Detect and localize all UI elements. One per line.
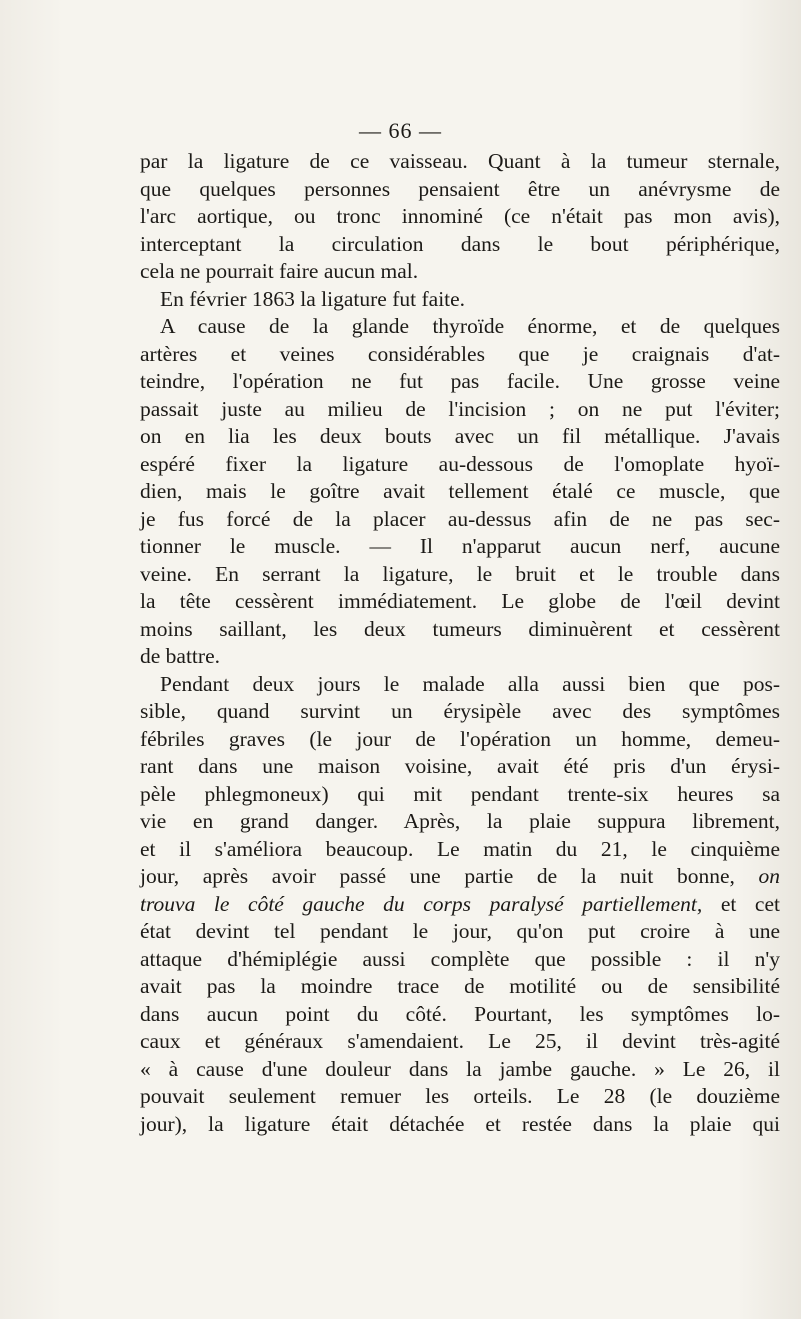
text-line: sible, quand survint un érysipèle avec des symptômes bbox=[140, 699, 780, 723]
text-line: moins saillant, les deux tumeurs diminuèrent et cessèrent bbox=[140, 616, 780, 641]
text-line: de battre. bbox=[140, 644, 220, 668]
text-segment: et cet bbox=[720, 891, 780, 916]
italic-segment: on bbox=[758, 864, 780, 888]
page-number: — 66 — bbox=[359, 118, 442, 143]
text-line: interceptant la circulation dans le bout périphérique, bbox=[140, 231, 780, 256]
text-line: caux et généraux s'amendaient. Le 25, il devint très-agité bbox=[140, 1029, 780, 1053]
text-line: pouvait seulement remuer les orteils. Le 28 (le douzième bbox=[140, 1084, 780, 1108]
text-line: Pendant deux jours le malade alla aussi bien que pos- bbox=[160, 671, 780, 696]
text-line: par la ligature de ce vaisseau. Quant à la tumeur sternale, bbox=[140, 149, 780, 173]
text-line: « à cause d'une douleur dans la jambe gauche. » Le 26, il bbox=[140, 1056, 780, 1081]
text-line bbox=[140, 863, 780, 891]
italic-segment: trouva le côté gauche du corps paralysé partiellement, bbox=[140, 891, 703, 916]
text-line: tionner le muscle. — Il n'apparut aucun nerf, aucune bbox=[140, 534, 780, 558]
text-line: la tête cessèrent immédiatement. Le globe de l'œil devint bbox=[140, 589, 780, 613]
body-text bbox=[140, 148, 780, 1138]
text-line: A cause de la glande thyroïde énorme, et de quelques bbox=[160, 314, 780, 338]
text-line: veine. En serrant la ligature, le bruit et le trouble dans bbox=[140, 561, 780, 586]
text-line: avait pas la moindre trace de motilité ou de sensibilité bbox=[140, 974, 780, 998]
text-line: l'arc aortique, ou tronc innominé (ce n'était pas mon avis), bbox=[140, 204, 780, 228]
text-line: on en lia les deux bouts avec un fil métallique. J'avais bbox=[140, 424, 780, 448]
text-line: attaque d'hémiplégie aussi complète que possible : il n'y bbox=[140, 946, 780, 971]
text-line: dien, mais le goître avait tellement étalé ce muscle, que bbox=[140, 479, 780, 503]
text-line: passait juste au milieu de l'incision ; on ne put l'éviter; bbox=[140, 396, 780, 421]
text-line: je fus forcé de la placer au-dessus afin de ne pas sec- bbox=[140, 506, 780, 531]
text-line: espéré fixer la ligature au-dessous de l'omoplate hyoï- bbox=[140, 451, 780, 476]
text-line: En février 1863 la ligature fut faite. bbox=[160, 286, 466, 311]
text-line: teindre, l'opération ne fut pas facile. Une grosse veine bbox=[140, 369, 780, 393]
text-line: rant dans une maison voisine, avait été pris d'un érysi- bbox=[140, 754, 780, 778]
text-line: état devint tel pendant le jour, qu'on put croire à une bbox=[140, 919, 780, 943]
text-line: cela ne pourrait faire aucun mal. bbox=[140, 259, 419, 283]
text-segment: jour, après avoir passé une partie de la nuit bonne, bbox=[140, 864, 735, 888]
text-line: artères et veines considérables que je craignais d'at- bbox=[140, 341, 780, 366]
text-line: que quelques personnes pensaient être un anévrysme de bbox=[140, 176, 780, 201]
text-line: fébriles graves (le jour de l'opération un homme, demeu- bbox=[140, 726, 780, 751]
text-line bbox=[140, 891, 780, 919]
text-line: et il s'améliora beaucoup. Le matin du 21, le cinquième bbox=[140, 836, 780, 861]
text-line: pèle phlegmoneux) qui mit pendant trente-six heures sa bbox=[140, 781, 780, 806]
text-line: dans aucun point du côté. Pourtant, les symptômes lo- bbox=[140, 1001, 780, 1026]
text-line: jour), la ligature était détachée et restée dans la plaie qui bbox=[140, 1111, 780, 1136]
text-line: vie en grand danger. Après, la plaie suppura librement, bbox=[140, 809, 780, 833]
